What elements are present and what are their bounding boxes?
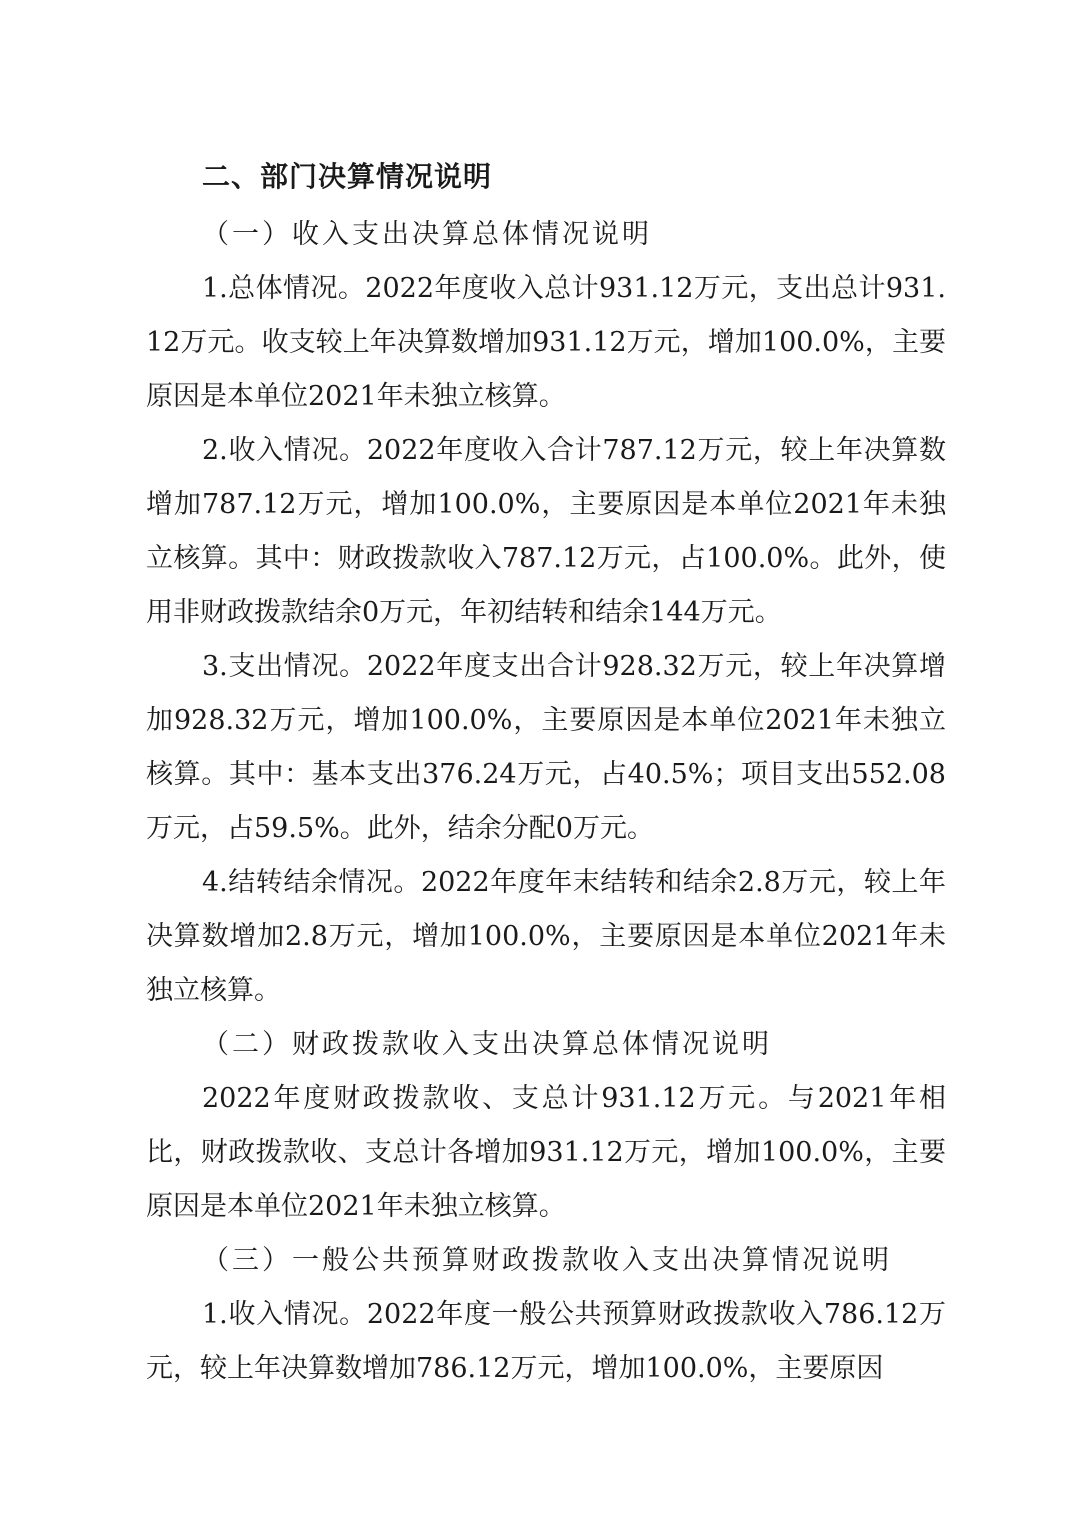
subsection-heading-3: （三）一般公共预算财政拨款收入支出决算情况说明 bbox=[202, 1245, 892, 1276]
paragraph-overall: 1.总体情况。2022年度收入总计931.12万元，支出总计931.12万元。收支较上年决算数增加931.12万元，增加100.0%，主要原因是本单位2021年未独立核算。 bbox=[146, 273, 946, 412]
paragraph-fiscal-appropriation: 2022年度财政拨款收、支总计931.12万元。与2021年相比，财政拨款收、支总计各增加931.12万元，增加100.0%，主要原因是本单位2021年未独立核算。 bbox=[146, 1083, 946, 1222]
section-title: 二、部门决算情况说明 bbox=[202, 160, 493, 193]
document-body bbox=[146, 150, 946, 1396]
subsection-heading-1: （一）收入支出决算总体情况说明 bbox=[202, 219, 652, 250]
subsection-heading-2: （二）财政拨款收入支出决算总体情况说明 bbox=[202, 1029, 772, 1060]
paragraph-income: 2.收入情况。2022年度收入合计787.12万元，较上年决算数增加787.12万元，增加100.0%，主要原因是本单位2021年未独立核算。其中：财政拨款收入787.12万元，占100.0%。此外，使用非财政拨款结余0万元，年初结转和结余144万元。 bbox=[146, 435, 946, 628]
paragraph-general-budget-income: 1.收入情况。2022年度一般公共预算财政拨款收入786.12万元，较上年决算数增加786.12万元，增加100.0%，主要原因 bbox=[146, 1299, 946, 1384]
paragraph-expenditure: 3.支出情况。2022年度支出合计928.32万元，较上年决算增加928.32万元，增加100.0%，主要原因是本单位2021年未独立核算。其中：基本支出376.24万元，占40.5%；项目支出552.08万元，占59.5%。此外，结余分配0万元。 bbox=[146, 651, 946, 844]
paragraph-carryover: 4.结转结余情况。2022年度年末结转和结余2.8万元，较上年决算数增加2.8万元，增加100.0%，主要原因是本单位2021年未独立核算。 bbox=[146, 867, 946, 1006]
